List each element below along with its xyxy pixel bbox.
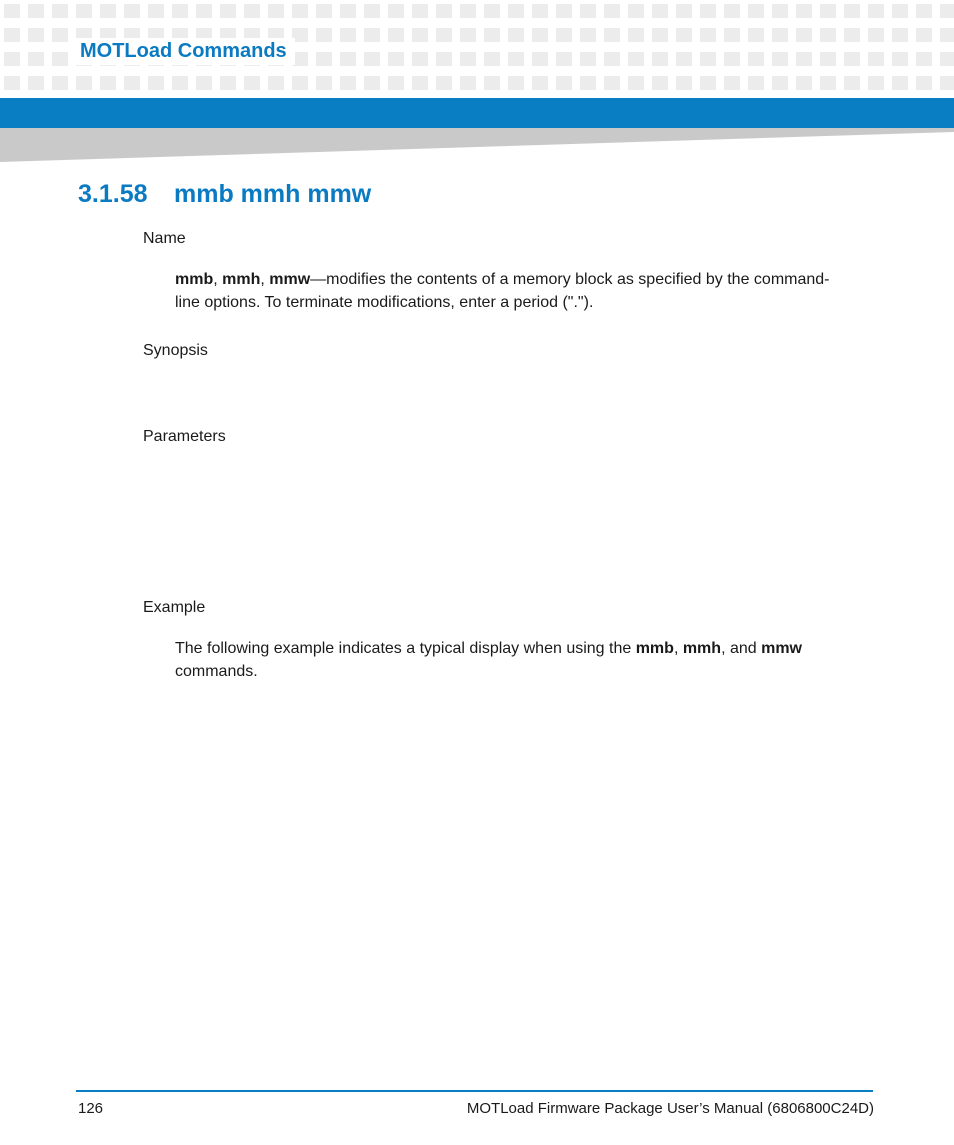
- header-gray-wedge: [0, 128, 954, 164]
- example-cmd-mmh: mmh: [682, 640, 722, 657]
- name-label: Name: [143, 230, 186, 247]
- name-description: [175, 268, 875, 314]
- section-heading: [78, 180, 371, 209]
- example-cmd-mmw: mmw: [761, 640, 802, 657]
- section-number: 3.1.58: [78, 180, 148, 208]
- page-number: 126: [78, 1100, 104, 1117]
- name-sep: ,: [213, 271, 223, 288]
- name-cmd-mmw: mmw: [269, 271, 311, 288]
- name-cmd-mmb: mmb: [175, 271, 214, 288]
- example-sep: , and: [721, 640, 762, 657]
- section-title: mmb mmh mmw: [174, 180, 372, 208]
- example-text: The following example indicates a typical display when using the: [175, 640, 636, 657]
- example-sep: ,: [673, 640, 683, 657]
- footer-rule: [76, 1090, 873, 1092]
- example-label: Example: [143, 599, 206, 616]
- name-cmd-mmh: mmh: [222, 271, 261, 288]
- header-blue-band: [0, 98, 954, 128]
- parameters-label: Parameters: [143, 428, 226, 445]
- name-line1-rest: —modifies the contents of a memory block as specified by the command-: [310, 271, 830, 288]
- running-header-title: MOTLoad Commands: [72, 38, 295, 65]
- name-line2: line options. To terminate modifications, enter a period (".").: [175, 294, 594, 311]
- example-description: [175, 637, 875, 683]
- example-cmd-mmb: mmb: [635, 640, 674, 657]
- name-sep: ,: [260, 271, 270, 288]
- footer-document-title: MOTLoad Firmware Package User’s Manual (6806800C24D): [466, 1100, 874, 1117]
- synopsis-label: Synopsis: [143, 342, 208, 359]
- example-line2: commands.: [175, 663, 258, 680]
